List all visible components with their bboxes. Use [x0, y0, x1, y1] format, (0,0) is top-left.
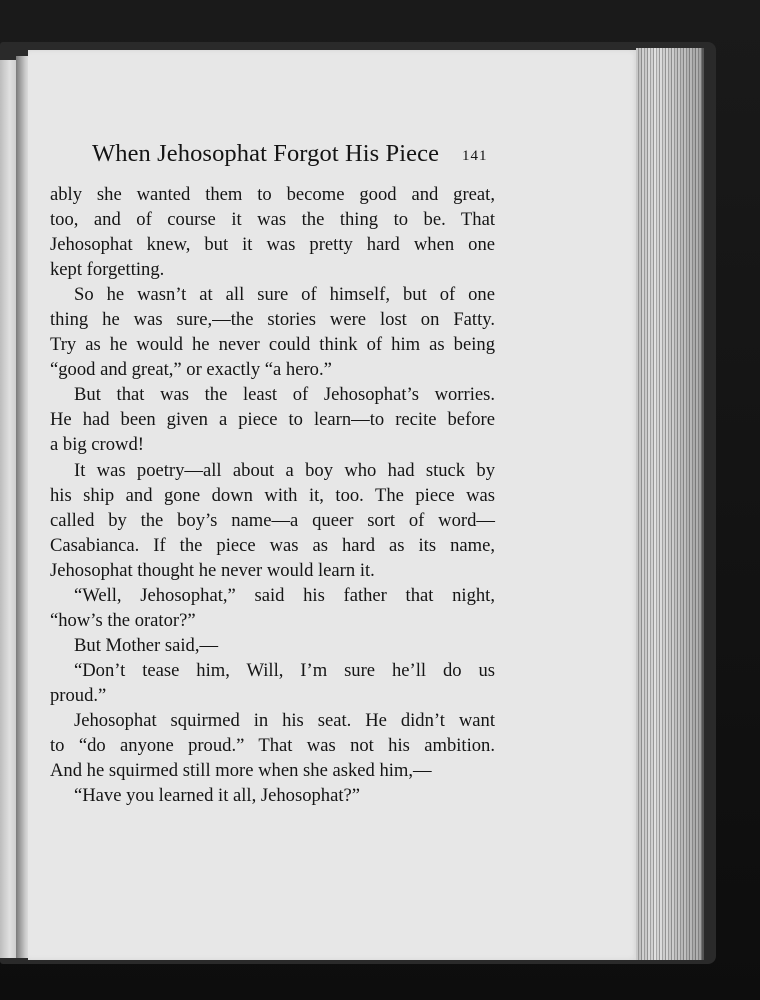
text-line: It was poetry—all about a boy who had stuck by [74, 459, 495, 481]
text-line: Jehosophat thought he never would learn it. [50, 559, 375, 581]
text-line: Casabianca. If the piece was as hard as its name, [50, 534, 495, 556]
text-line: Jehosophat knew, but it was pretty hard when one [50, 234, 495, 256]
text-line: proud.” [50, 684, 107, 706]
text-line: “good and great,” or exactly “a hero.” [50, 359, 332, 381]
text-line: He had been given a piece to learn—to recite before [50, 409, 495, 431]
text-line: “Don’t tease him, Will, I’m sure he’ll do us [74, 659, 495, 681]
text-line: called by the boy’s name—a queer sort of word— [50, 509, 495, 531]
text-line: Try as he would he never could think of him as being [50, 334, 495, 356]
text-line: But that was the least of Jehosophat’s worries. [74, 384, 495, 406]
page-number: 141 [462, 148, 488, 164]
left-page-edge [0, 60, 17, 958]
text-line: “Have you learned it all, Jehosophat?” [74, 785, 361, 807]
text-line: too, and of course it was the thing to be. That [50, 209, 495, 231]
text-line: So he wasn’t at all sure of himself, but of one [74, 284, 495, 306]
page-stack-shadow [636, 48, 702, 960]
text-line: thing he was sure,—the stories were lost on Fatty. [50, 309, 495, 331]
text-line: his ship and gone down with it, too. The piece was [50, 484, 495, 506]
text-line: Jehosophat squirmed in his seat. He didn’t want [74, 709, 495, 731]
running-head-title: When Jehosophat Forgot His Piece [92, 140, 440, 167]
body-text [50, 182, 495, 808]
text-line: “Well, Jehosophat,” said his father that night, [74, 584, 495, 606]
text-line: to “do anyone proud.” That was not his ambition. [50, 735, 495, 757]
text-line: kept forgetting. [50, 259, 165, 281]
text-line: And he squirmed still more when she asked him,— [50, 760, 432, 782]
text-line: “how’s the orator?” [50, 609, 196, 631]
text-line: ably she wanted them to become good and great, [50, 184, 495, 205]
text-line: But Mother said,— [74, 634, 219, 656]
text-line: a big crowd! [50, 434, 144, 456]
